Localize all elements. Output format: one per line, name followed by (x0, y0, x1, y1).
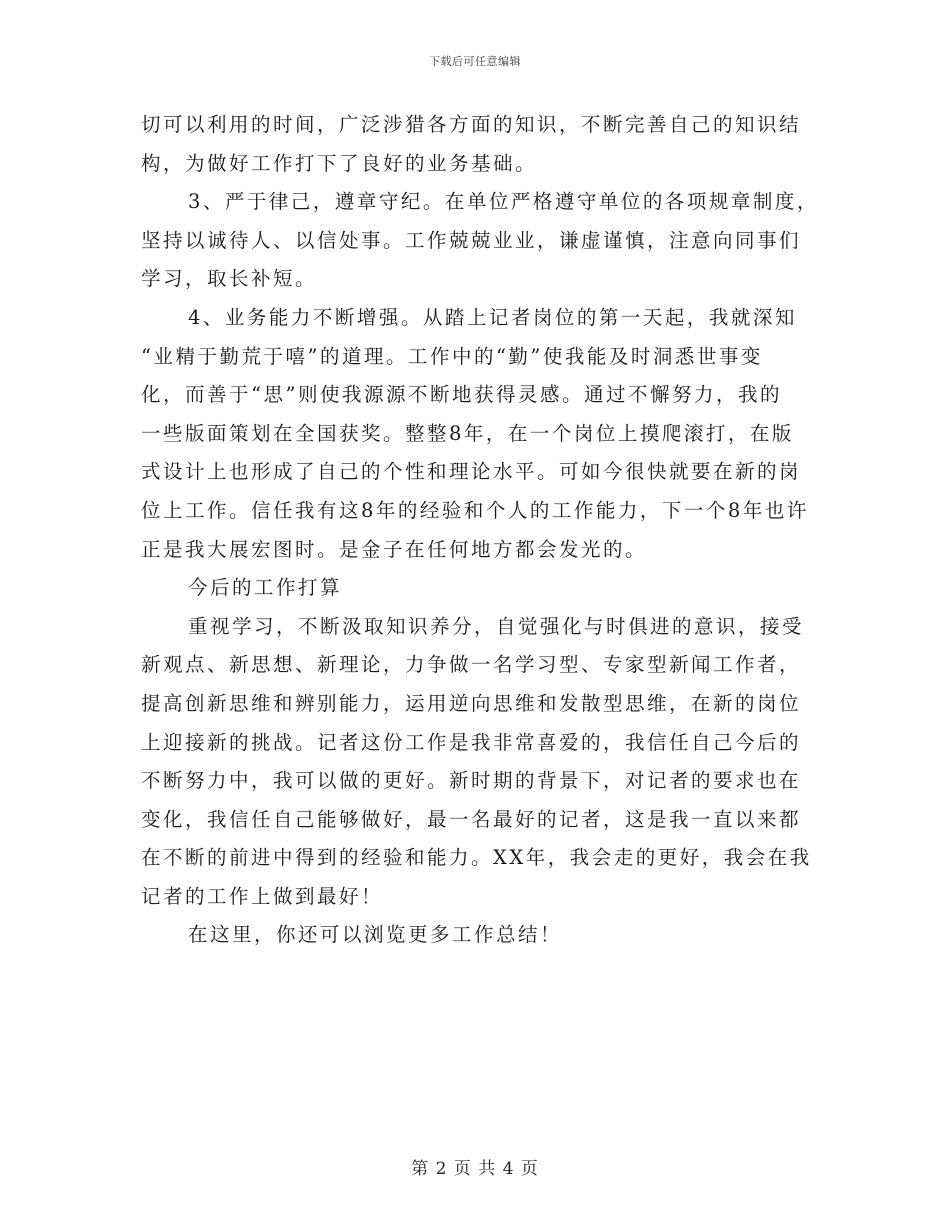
body-line: 化，而善于“思”则使我源源不断地获得灵感。通过不懈努力，我的 (141, 383, 782, 407)
body-line: 式设计上也形成了自己的个性和理论水平。可如今很快就要在新的岗 (141, 460, 802, 484)
body-line: 4、业务能力不断增强。从踏上记者岗位的第一天起，我就深知 (188, 305, 797, 329)
body-line: 构，为做好工作打下了良好的业务基础。 (141, 151, 538, 175)
body-line: 在不断的前进中得到的经验和能力。XX年，我会走的更好，我会在我 (141, 846, 812, 870)
body-line: 坚持以诚待人、以信处事。工作兢兢业业，谦虚谨慎，注意向同事们 (141, 228, 802, 252)
body-line: 一些版面策划在全国获奖。整整8年，在一个岗位上摸爬滚打，在版 (141, 421, 794, 445)
document-body (141, 106, 817, 955)
page-number: 第 2 页 共 4 页 (411, 1159, 539, 1179)
body-line: 3、严于律己，遵章守纪。在单位严格遵守单位的各项规章制度， (188, 190, 819, 214)
body-line: 提高创新思维和辨别能力，运用逆向思维和发散型思维，在新的岗位 (141, 691, 802, 715)
body-line: “业精于勤荒于嘻”的道理。工作中的“勤”使我能及时洞悉世事变 (141, 344, 763, 368)
section-heading: 今后的工作打算 (188, 576, 343, 600)
header-note: 下载后可任意编辑 (429, 55, 521, 68)
body-line: 上迎接新的挑战。记者这份工作是我非常喜爱的，我信任自己今后的 (141, 730, 802, 754)
body-line: 记者的工作上做到最好！ (141, 884, 384, 908)
body-line: 不断努力中，我可以做的更好。新时期的背景下，对记者的要求也在 (141, 769, 802, 793)
body-line: 学习，取长补短。 (141, 267, 318, 291)
body-line: 正是我大展宏图时。是金子在任何地方都会发光的。 (141, 537, 648, 561)
body-line: 切可以利用的时间，广泛涉猎各方面的知识，不断完善自己的知识结 (141, 113, 802, 136)
body-line: 在这里，你还可以浏览更多工作总结！ (188, 923, 563, 947)
body-line: 重视学习，不断汲取知识养分，自觉强化与时俱进的意识，接受 (188, 614, 805, 638)
body-line: 位上工作。信任我有这8年的经验和个人的工作能力，下一个8年也许 (141, 498, 809, 522)
body-line: 新观点、新思想、新理论，力争做一名学习型、专家型新闻工作者， (141, 653, 802, 677)
body-line: 变化，我信任自己能够做好，最一名最好的记者，这是我一直以来都 (141, 807, 802, 831)
